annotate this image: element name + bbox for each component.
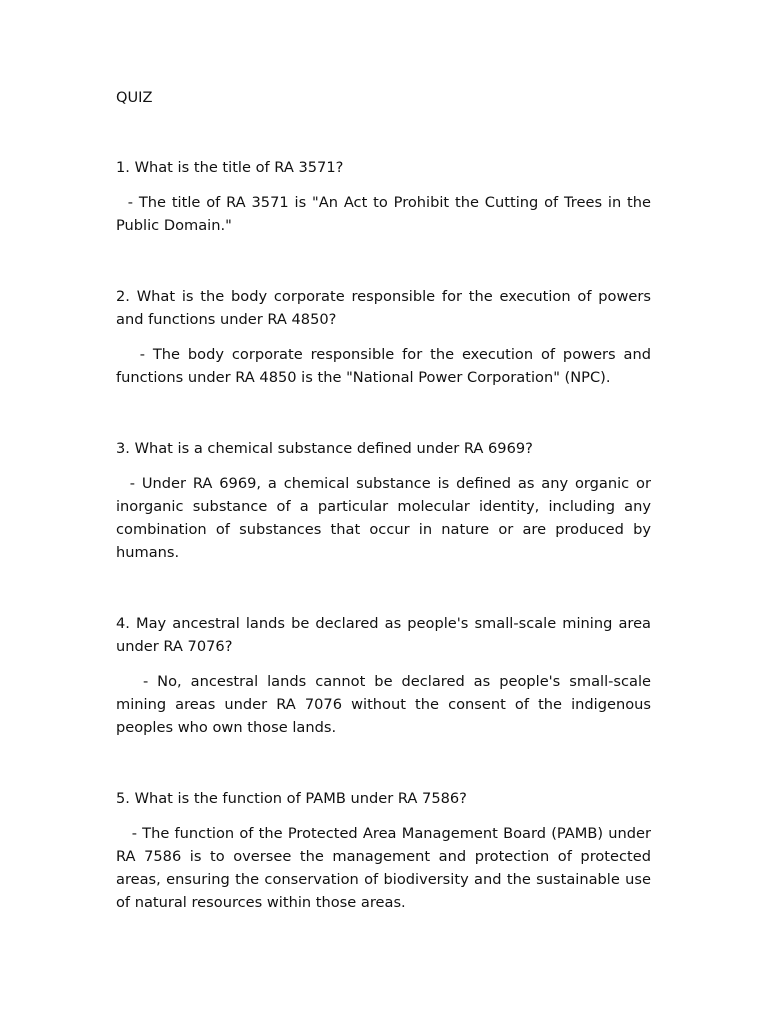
qa-item-2 bbox=[116, 285, 656, 389]
qa-item-1 bbox=[116, 156, 656, 237]
answer-3: - Under RA 6969, a chemical substance is defined as any organic or inorganic substance of a particular molecular identity, including any combination of substances that occur in nature or are produced by humans. bbox=[116, 475, 656, 561]
question-1: 1. What is the title of RA 3571? bbox=[116, 159, 344, 176]
document-page bbox=[116, 86, 656, 914]
qa-item-4 bbox=[116, 612, 656, 739]
answer-1: - The title of RA 3571 is "An Act to Prohibit the Cutting of Trees in the Public Domain." bbox=[116, 194, 656, 234]
answer-5: - The function of the Protected Area Management Board (PAMB) under RA 7586 is to oversee the management and protection of protected areas, ensuring the conservation of biodiversity and the sustainable use of natural resources within those areas. bbox=[116, 825, 656, 911]
qa-item-5 bbox=[116, 787, 656, 914]
question-4: 4. May ancestral lands be declared as people's small-scale mining area under RA 7076? bbox=[116, 615, 651, 655]
answer-2: - The body corporate responsible for the execution of powers and functions under RA 4850 is the "National Power Corporation" (NPC). bbox=[116, 346, 656, 386]
question-2: 2. What is the body corporate responsible for the execution of powers and functions under RA 4850? bbox=[116, 288, 651, 328]
document-title: QUIZ bbox=[116, 89, 153, 106]
answer-4: - No, ancestral lands cannot be declared as people's small-scale mining areas under RA 7076 without the consent of the indigenous peoples who own those lands. bbox=[116, 673, 656, 736]
question-5: 5. What is the function of PAMB under RA 7586? bbox=[116, 790, 467, 807]
qa-item-3 bbox=[116, 437, 656, 564]
question-3: 3. What is a chemical substance defined under RA 6969? bbox=[116, 440, 533, 457]
